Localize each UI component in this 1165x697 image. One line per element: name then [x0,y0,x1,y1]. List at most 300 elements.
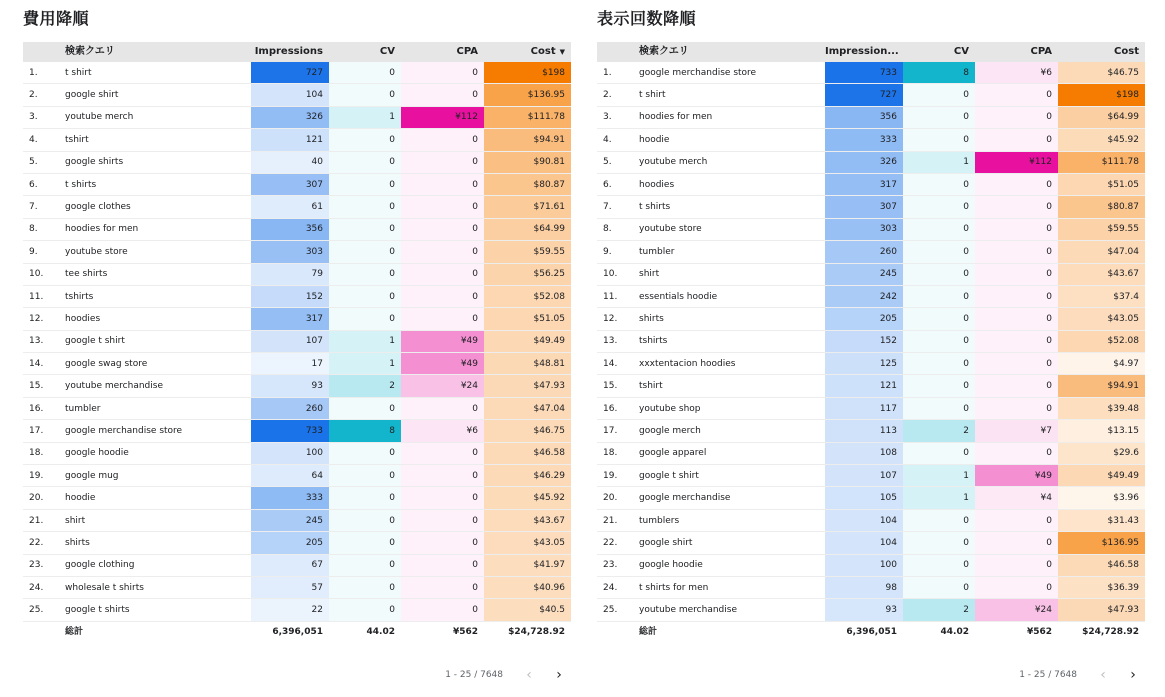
cell-cv: 0 [329,129,401,150]
cell-q: tshirts [639,336,668,347]
cell-n: 14. [29,358,44,369]
column-header-label: Cost [530,46,556,57]
cell-cpa: 0 [975,107,1058,128]
cell-q: wholesale t shirts [65,582,144,593]
cell-cost: $49.49 [484,331,571,352]
cell-cpa: 0 [975,84,1058,105]
cell-q: xxxtentacion hoodies [639,358,736,369]
cell-cv: 0 [329,555,401,576]
cell-cv: 0 [903,264,975,285]
cell-q: t shirts [639,202,671,213]
column-header[interactable] [637,42,827,62]
table-row[interactable] [23,129,571,151]
table-row[interactable] [23,398,571,420]
column-header[interactable] [401,42,484,62]
cell-n: 1. [603,67,612,78]
column-header[interactable] [825,42,903,62]
cell-cost: $36.39 [1058,577,1145,598]
cell-cpa: 0 [401,465,484,486]
cell-imp: 326 [251,107,329,128]
table-row[interactable] [597,443,1145,465]
cell-imp: 333 [825,129,903,150]
cell-q: google merch [639,425,701,436]
table-row[interactable] [597,286,1145,308]
cell-cpa: 0 [975,398,1058,419]
cell-cpa: 0 [975,308,1058,329]
cell-imp: 104 [825,510,903,531]
cell-imp: 104 [825,532,903,553]
cell-cv: 0 [329,241,401,262]
cell-cost: $45.92 [484,487,571,508]
total-cv: 44.02 [366,626,395,637]
table-row[interactable] [597,264,1145,286]
column-header-label: CPA [456,46,478,57]
table-row[interactable] [23,487,571,509]
table-row[interactable] [23,577,571,599]
cell-n: 6. [29,179,38,190]
column-header[interactable] [251,42,329,62]
column-header[interactable] [329,42,401,62]
cell-n: 10. [603,269,618,280]
table-header [23,42,571,62]
cell-n: 25. [29,605,44,616]
cell-imp: 205 [251,532,329,553]
column-header-label: CPA [1030,46,1052,57]
cell-n: 8. [603,224,612,235]
table-row[interactable] [23,465,571,487]
cell-cv: 0 [903,398,975,419]
cell-cpa: 0 [401,174,484,195]
cell-imp: 733 [825,62,903,83]
column-header[interactable] [484,42,571,62]
cell-q: google mug [65,470,119,481]
pagination-range: 1 - 25 / 7648 [445,670,503,680]
cell-q: hoodie [65,493,96,504]
cell-cv: 0 [903,129,975,150]
cell-imp: 317 [251,308,329,329]
cell-cost: $29.6 [1058,443,1145,464]
cell-imp: 303 [825,219,903,240]
table-row[interactable] [597,62,1145,84]
cell-imp: 727 [825,84,903,105]
cell-cpa: ¥49 [401,331,484,352]
cell-q: youtube shop [639,403,701,414]
chevron-right-icon[interactable]: › [1130,667,1136,683]
table-row[interactable] [597,241,1145,263]
cell-cost: $46.75 [484,420,571,441]
table-row[interactable] [23,107,571,129]
cell-cost: $43.05 [484,532,571,553]
cell-cv: 0 [329,196,401,217]
cell-imp: 121 [825,375,903,396]
cell-imp: 67 [251,555,329,576]
cell-n: 18. [29,448,44,459]
column-header[interactable] [903,42,975,62]
cell-n: 11. [603,291,618,302]
pagination [1019,668,1141,682]
cell-cv: 0 [903,443,975,464]
table-row[interactable] [23,532,571,554]
table-row[interactable] [23,420,571,442]
cell-cpa: 0 [401,487,484,508]
cell-q: hoodie [639,134,670,145]
cell-n: 4. [603,134,612,145]
cell-n: 23. [603,560,618,571]
cell-imp: 108 [825,443,903,464]
cell-q: youtube merch [65,112,134,123]
table-row[interactable] [23,331,571,353]
cell-n: 15. [29,381,44,392]
cell-q: tee shirts [65,269,108,280]
cell-cost: $31.43 [1058,510,1145,531]
cell-imp: 93 [825,599,903,620]
cell-cost: $94.91 [484,129,571,150]
cell-cv: 0 [903,375,975,396]
cell-cpa: 0 [401,555,484,576]
cell-cv: 0 [329,174,401,195]
cell-cost: $80.87 [1058,196,1145,217]
cell-q: tshirt [639,381,663,392]
cell-n: 17. [603,425,618,436]
cell-n: 16. [29,403,44,414]
cell-cpa: 0 [401,308,484,329]
table-row[interactable] [597,532,1145,554]
cell-n: 20. [603,493,618,504]
cell-cpa: ¥4 [975,487,1058,508]
cell-n: 7. [29,202,38,213]
cell-q: hoodies [65,313,101,324]
cell-cpa: 0 [975,196,1058,217]
cell-cost: $43.67 [1058,264,1145,285]
cell-cpa: ¥6 [401,420,484,441]
table-row[interactable] [597,129,1145,151]
cell-n: 6. [603,179,612,190]
chevron-left-icon[interactable]: ‹ [1100,667,1106,683]
column-header[interactable] [1058,42,1145,62]
total-imp: 6,396,051 [272,626,323,637]
cell-cpa: 0 [975,129,1058,150]
cell-cost: $80.87 [484,174,571,195]
cell-cpa: ¥49 [401,353,484,374]
cell-n: 24. [29,582,44,593]
table-row[interactable] [597,152,1145,174]
table-row[interactable] [597,487,1145,509]
table-row[interactable] [597,174,1145,196]
cell-cv: 0 [903,84,975,105]
table-row[interactable] [23,308,571,330]
cell-n: 22. [29,537,44,548]
cell-cost: $47.04 [1058,241,1145,262]
cell-n: 2. [29,90,38,101]
cell-imp: 245 [825,264,903,285]
cell-n: 24. [603,582,618,593]
cell-cost: $71.61 [484,196,571,217]
cell-q: hoodies for men [65,224,139,235]
table-row[interactable] [597,599,1145,621]
cell-cpa: 0 [975,241,1058,262]
chevron-left-icon[interactable]: ‹ [526,667,532,683]
cell-cv: 0 [903,510,975,531]
cell-q: google hoodie [639,560,703,571]
cell-cost: $59.55 [1058,219,1145,240]
table-row[interactable] [23,62,571,84]
table-row[interactable] [597,398,1145,420]
cell-imp: 100 [251,443,329,464]
cell-cost: $51.05 [1058,174,1145,195]
cell-cost: $47.93 [1058,599,1145,620]
cell-cost: $64.99 [484,219,571,240]
cell-n: 7. [603,202,612,213]
cell-cv: 0 [903,532,975,553]
cell-cv: 8 [329,420,401,441]
chevron-right-icon[interactable]: › [556,667,562,683]
table-row[interactable] [23,510,571,532]
cell-cv: 2 [329,375,401,396]
cell-n: 9. [29,246,38,257]
data-table [23,42,571,642]
table-row[interactable] [23,375,571,397]
cell-q: tumbler [639,246,675,257]
cell-cost: $43.05 [1058,308,1145,329]
table-row[interactable] [597,196,1145,218]
cell-imp: 317 [825,174,903,195]
cell-cost: $46.58 [484,443,571,464]
cell-imp: 22 [251,599,329,620]
cell-cv: 0 [903,555,975,576]
cell-n: 18. [603,448,618,459]
cell-q: tumbler [65,403,101,414]
cell-imp: 104 [251,84,329,105]
cell-q: t shirts for men [639,582,709,593]
cell-imp: 245 [251,510,329,531]
cell-cpa: 0 [401,62,484,83]
cell-cost: $45.92 [1058,129,1145,150]
cell-cost: $111.78 [484,107,571,128]
cell-q: google swag store [65,358,148,369]
cell-cv: 0 [329,62,401,83]
cell-n: 17. [29,425,44,436]
cell-cpa: 0 [975,443,1058,464]
cell-cost: $41.97 [484,555,571,576]
table-row[interactable] [23,555,571,577]
column-header[interactable] [975,42,1058,62]
cell-cpa: 0 [975,510,1058,531]
cell-cv: 0 [903,196,975,217]
cell-imp: 17 [251,353,329,374]
cell-q: youtube merchandise [639,605,737,616]
cell-n: 12. [29,313,44,324]
cell-imp: 64 [251,465,329,486]
panel-title: 表示回数降順 [597,9,697,28]
cell-cost: $47.04 [484,398,571,419]
pagination [445,668,567,682]
table-row[interactable] [23,286,571,308]
cell-cv: 0 [329,264,401,285]
pagination-range: 1 - 25 / 7648 [1019,670,1077,680]
cell-imp: 93 [251,375,329,396]
table-row[interactable] [23,443,571,465]
cell-cpa: 0 [975,375,1058,396]
cell-q: tshirt [65,134,89,145]
cell-cv: 2 [903,599,975,620]
cell-n: 23. [29,560,44,571]
total-cpa: ¥562 [1026,626,1052,637]
table-row[interactable] [597,577,1145,599]
table-row[interactable] [23,196,571,218]
cell-cv: 0 [903,219,975,240]
cell-cost: $3.96 [1058,487,1145,508]
cell-cpa: 0 [401,599,484,620]
table-row[interactable] [23,599,571,621]
cell-cost: $111.78 [1058,152,1145,173]
cell-q: google merchandise store [639,67,757,78]
table-row[interactable] [23,174,571,196]
cell-q: tshirts [65,291,94,302]
cell-cv: 0 [903,174,975,195]
cell-imp: 107 [251,331,329,352]
column-header-label: Impressions [254,46,323,57]
cell-n: 25. [603,605,618,616]
table-row[interactable] [23,84,571,106]
table-row[interactable] [597,84,1145,106]
cell-cpa: 0 [401,577,484,598]
cell-n: 21. [29,515,44,526]
cell-cv: 0 [903,577,975,598]
cell-cost: $13.15 [1058,420,1145,441]
cell-q: google clothing [65,560,135,571]
cell-cpa: 0 [401,443,484,464]
cell-cv: 0 [329,532,401,553]
cell-cost: $39.48 [1058,398,1145,419]
sort-desc-icon[interactable]: ▼ [559,48,565,56]
cell-cpa: 0 [975,331,1058,352]
cell-n: 12. [603,313,618,324]
cell-n: 22. [603,537,618,548]
cell-cpa: 0 [975,174,1058,195]
cell-n: 4. [29,134,38,145]
table-row[interactable] [23,152,571,174]
cell-imp: 260 [825,241,903,262]
table-row[interactable] [597,420,1145,442]
cell-imp: 333 [251,487,329,508]
cell-cost: $136.95 [484,84,571,105]
total-label: 総計 [639,626,658,637]
cell-cost: $56.25 [484,264,571,285]
table-row[interactable] [597,510,1145,532]
table-row[interactable] [23,353,571,375]
cell-q: t shirt [639,90,666,101]
table-row[interactable] [597,308,1145,330]
cell-n: 3. [603,112,612,123]
cell-cv: 0 [329,308,401,329]
cell-cpa: 0 [401,129,484,150]
cell-cv: 0 [329,286,401,307]
cell-imp: 205 [825,308,903,329]
cell-imp: 107 [825,465,903,486]
column-header[interactable] [63,42,253,62]
cell-n: 19. [29,470,44,481]
cell-imp: 733 [251,420,329,441]
cell-cv: 0 [903,241,975,262]
cell-q: google hoodie [65,448,129,459]
cell-cv: 8 [903,62,975,83]
cell-imp: 326 [825,152,903,173]
table-row[interactable] [597,375,1145,397]
table-totals [597,622,1145,642]
table-row[interactable] [597,331,1145,353]
cell-cpa: ¥112 [975,152,1058,173]
cell-cost: $59.55 [484,241,571,262]
cell-q: shirt [65,515,86,526]
table-row[interactable] [597,353,1145,375]
cell-cv: 0 [329,219,401,240]
cell-imp: 125 [825,353,903,374]
cell-q: shirts [65,537,90,548]
cell-q: youtube merch [639,157,708,168]
cell-q: hoodies [639,179,675,190]
cell-n: 13. [29,336,44,347]
cell-cost: $4.97 [1058,353,1145,374]
cell-q: google apparel [639,448,707,459]
cell-imp: 307 [825,196,903,217]
cell-cv: 2 [903,420,975,441]
table-header [597,42,1145,62]
table-row[interactable] [597,555,1145,577]
table-row[interactable] [23,264,571,286]
cell-cpa: ¥24 [401,375,484,396]
table-row[interactable] [597,219,1145,241]
cell-q: essentials hoodie [639,291,718,302]
cell-n: 11. [29,291,44,302]
table-row[interactable] [23,219,571,241]
report-panel [23,0,571,697]
cell-cpa: 0 [401,398,484,419]
cell-imp: 117 [825,398,903,419]
cell-q: hoodies for men [639,112,713,123]
cell-cost: $43.67 [484,510,571,531]
cell-cv: 0 [329,152,401,173]
cell-q: google shirt [639,537,693,548]
table-row[interactable] [597,465,1145,487]
cell-cpa: ¥49 [975,465,1058,486]
column-header-label: CV [379,46,395,57]
cell-cv: 0 [329,487,401,508]
cell-cpa: 0 [401,510,484,531]
cell-n: 20. [29,493,44,504]
table-row[interactable] [597,107,1145,129]
cell-cost: $40.96 [484,577,571,598]
cell-cpa: ¥24 [975,599,1058,620]
cell-cpa: ¥6 [975,62,1058,83]
table-row[interactable] [23,241,571,263]
cell-q: google shirts [65,157,124,168]
cell-imp: 727 [251,62,329,83]
cell-cpa: 0 [401,286,484,307]
cell-n: 5. [603,157,612,168]
cell-n: 14. [603,358,618,369]
cell-q: shirt [639,269,660,280]
cell-cv: 1 [903,487,975,508]
cell-imp: 113 [825,420,903,441]
total-imp: 6,396,051 [846,626,897,637]
cell-cv: 0 [903,107,975,128]
cell-imp: 356 [251,219,329,240]
cell-cv: 0 [329,443,401,464]
cell-cpa: ¥112 [401,107,484,128]
cell-q: t shirt [65,67,92,78]
cell-imp: 152 [251,286,329,307]
cell-imp: 105 [825,487,903,508]
